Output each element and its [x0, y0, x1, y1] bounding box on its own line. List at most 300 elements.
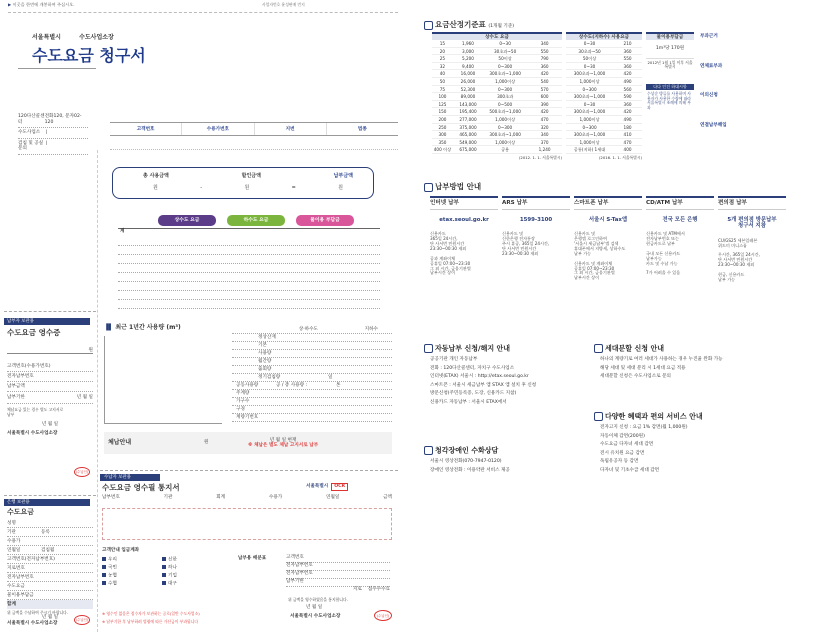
rate-cell: 360 — [623, 48, 632, 54]
arrears-label: 체납안내 — [108, 439, 132, 447]
rate-cell: 360 — [623, 101, 632, 107]
rate-cell: 300초과~1,000 — [489, 71, 521, 77]
rate-cell: 360 — [623, 63, 632, 69]
slip-field: 연월일 — [326, 495, 340, 500]
rate-cell: 500초과~1,000 — [489, 109, 521, 115]
columns-value-row — [110, 140, 398, 150]
pay-method-text: 신용카드 및 ATM에서 전자납부번호 또는 현금카드로 납부 국내 모든 신용카드 납부가능 카드 및 수납 가능 7가 어려울 수 있음 — [646, 231, 685, 276]
pay-method-text: CU/GS25 세븐일레븐 위드미 미니스톱 무시간, 365일 24시간, 단 사서번 민원시간 23:30~00:30 제외 현금, 신용카드 납부 가능 — [718, 237, 760, 282]
receipt-date: 년 월 일 — [76, 395, 93, 401]
receipt-stamp-date: 년 월 일 — [41, 422, 59, 428]
arrears-note: ※ 체납은 별도 체납 고지서로 납부 — [248, 443, 319, 448]
burden-table — [646, 32, 694, 113]
split-section — [594, 344, 784, 383]
rate-cell: 340 — [540, 41, 549, 46]
rate-cell: 300 — [438, 132, 447, 138]
slip-divider — [100, 470, 398, 471]
rate-cell: 공통(지하) 1세대 — [573, 147, 606, 153]
bank-title: 수도요금 — [7, 508, 35, 517]
burden-note: 2012년 1월 1일 이후 서울특별시 — [647, 59, 693, 70]
rate-cell: 0~300 — [498, 63, 513, 69]
slip-warning: ※ 납부기한 후 납부하려 법령에 따른 가산금이 부과됩니다 — [102, 619, 198, 624]
rates-title-wrap — [424, 20, 514, 30]
rate-cell: 26,000 — [460, 78, 476, 84]
bank-name: 국민 — [108, 565, 117, 571]
bank-seal: (수납인) — [74, 615, 90, 625]
rate-cell: 1,000이상 — [579, 116, 600, 122]
burden-rate: 1m³당 170원 — [646, 40, 694, 59]
water-rate-row — [432, 78, 562, 86]
rate-cell: 250 — [438, 124, 447, 130]
gift-icon — [594, 412, 603, 421]
rate-cell: 300초과~1,000 — [573, 94, 606, 100]
pay-method-card[interactable] — [502, 196, 570, 328]
bills-title: 납부용 배분표 — [238, 556, 267, 561]
benefit-section — [594, 412, 784, 476]
ground-rate-row — [566, 131, 642, 139]
col-type: 법종 — [357, 127, 367, 132]
bank-name: 우리 — [108, 557, 117, 563]
org-city: 서울특별시 — [32, 34, 61, 41]
auto-title: 자동납부 신청/해지 안내 — [435, 344, 511, 353]
usage-item: 가구수 — [232, 398, 392, 406]
rate-cell: 0~30 — [583, 41, 596, 46]
rate-cell: 0~30 — [499, 41, 511, 46]
side-head: 부과근거 — [700, 34, 718, 39]
pay-method-card[interactable] — [430, 196, 498, 328]
usage-item: 정상산재 — [232, 334, 392, 342]
usage-title-wrap — [104, 324, 181, 331]
bills-list — [286, 555, 390, 595]
rate-cell: 150 — [438, 109, 447, 115]
bullet-item: 해당 세대 및 세대 분리 시 1세대 요금 적용 — [600, 365, 686, 371]
pay-method-head: 스마트폰 납부 — [574, 198, 642, 210]
slip-field: 수용가 — [268, 495, 283, 500]
usage-head: 상·하수도 — [298, 327, 318, 332]
ground-rate-row — [566, 48, 642, 56]
rate-cell: 400 — [623, 147, 632, 153]
side-head: 연결납부해입 — [700, 122, 727, 128]
water-rate-row — [432, 48, 562, 56]
pay-amount-label: 납부금액 — [333, 173, 353, 179]
fold-line — [8, 12, 398, 13]
rate-cell: 320 — [540, 124, 549, 130]
rate-cell: 89,000 — [460, 94, 476, 100]
water-rate-table — [432, 32, 562, 160]
rate-cell: 0~300 — [498, 124, 513, 130]
pay-method-highlight: 서울시 S-Tax앱 — [588, 216, 628, 223]
pay-title-wrap — [424, 182, 481, 192]
receipt-band: 납부자 보관용 — [4, 318, 90, 325]
usage-chart — [104, 336, 222, 424]
addr-label: 수도사업소 — [18, 130, 41, 135]
bank-office: 서울특별시 수도사업소장 — [7, 620, 58, 626]
rate-cell: 540 — [540, 78, 549, 84]
ocr-badge: OCR — [331, 483, 348, 491]
ground-rate-row — [566, 101, 642, 109]
rate-cell: 20 — [439, 48, 446, 54]
usage-title: 최근 1년간 사용량 (m³) — [115, 324, 181, 331]
benefit-title: 다양한 혜택과 편의 서비스 안내 — [605, 412, 703, 421]
rate-cell: 1,000이상 — [495, 139, 516, 145]
rate-cell: 30초과~50 — [578, 48, 601, 54]
total-use-label: 총 사용금액 — [143, 173, 169, 179]
bank-icon — [162, 565, 166, 569]
side-head: 연체료부과 — [700, 63, 723, 69]
rate-cell: 1,000이상 — [495, 116, 516, 122]
slip-date: 년 월 일 — [306, 605, 323, 610]
rate-cell: 550 — [623, 56, 632, 62]
addr-value: | — [46, 130, 48, 135]
rate-cell: 590 — [623, 94, 632, 100]
rate-cell: 195,400 — [459, 109, 477, 115]
burden-low-title: 다다 인건 하대시항 — [646, 84, 694, 91]
title-rule — [18, 68, 96, 69]
receipt-amount-unit: 원 — [7, 340, 93, 354]
ground-rate-row — [566, 40, 642, 48]
calculator-icon — [424, 21, 433, 30]
rate-cell: 100 — [438, 94, 447, 100]
rate-cell: 470 — [623, 139, 632, 145]
money-icon — [424, 183, 433, 192]
banks-title: 고객안내 입금계좌 — [102, 548, 140, 553]
col-customer-no: 고객번호 — [110, 123, 182, 135]
rate-cell: 420 — [623, 109, 632, 115]
rate-cell: 549,000 — [459, 139, 477, 145]
rate-cell: 50이상 — [498, 56, 512, 62]
ground-rate-row — [566, 55, 642, 63]
tab-sewer-fee[interactable]: 하수도 요금 — [227, 215, 285, 226]
bill-row: 전자납부번호 — [286, 571, 390, 579]
bullet-item: 세대분할 신청은 수도사업소로 문의 — [600, 374, 671, 379]
bill-row: 접수수수료 — [367, 587, 390, 592]
rate-cell: 50이상 — [582, 56, 597, 62]
receipt-note: 체납요금 있는 경우 별도 고지서로 납부 — [7, 407, 64, 417]
receipt-seal: (수납인) — [74, 467, 90, 477]
rate-cell: 360 — [540, 63, 549, 69]
sign-language-icon — [424, 446, 433, 455]
burden-low-text: 수상순 방류를 사용하며 사용자가 사용한 수량에 따라 서울특별시 조례에 의해 부과 — [647, 91, 691, 111]
bullet-item: 수도요금 다자녀 세대 감면 — [600, 442, 654, 447]
bank-row-sub: 검침월 — [41, 547, 55, 553]
rate-cell: 210 — [623, 41, 632, 46]
ground-rate-row — [566, 146, 642, 154]
slip-brand — [306, 483, 348, 491]
notice-right: 사업자번호 윤성판매 번지 — [262, 2, 305, 7]
rate-cell: 0~300 — [582, 124, 597, 130]
usage-item: 월간량 — [232, 358, 392, 366]
rate-cell: 15 — [439, 41, 446, 46]
bullet-item: 공공기관 개인 자동납부 — [430, 357, 478, 362]
notice-text: 이곳을 한번에 개봉하여 주십시오. — [12, 2, 75, 7]
water-rate-row — [432, 93, 562, 101]
bank-note: 위 금액을 수납하여 주시기 바랍니다. — [7, 609, 69, 615]
water-rate-row — [432, 101, 562, 109]
home-icon — [594, 344, 603, 353]
pay-method-card[interactable] — [718, 196, 786, 328]
tab-water-fee[interactable]: 상수도 요금 — [158, 215, 216, 226]
rate-cell: 1,960 — [461, 41, 474, 46]
addr-label: 120다산콜센터 — [18, 114, 45, 125]
water-rate-row — [432, 124, 562, 132]
bank-row: 지로번호 — [7, 564, 93, 573]
water-rate-row — [432, 63, 562, 71]
bill-row: 지로 — [352, 587, 362, 592]
rate-cell: 30초과~50 — [494, 48, 517, 54]
pay-method-highlight: etax.seoul.go.kr — [439, 216, 489, 223]
rate-cell: 550 — [540, 48, 549, 54]
address-block — [18, 112, 88, 155]
water-rate-row — [432, 70, 562, 78]
pay-methods — [430, 196, 786, 328]
seoul-logo: 서울특별시 — [306, 484, 329, 489]
bank-row: 물이용부담금 — [7, 591, 93, 600]
bank-date: 년 월 일 — [41, 615, 59, 621]
ground-rate-row — [566, 63, 642, 71]
bill-row: 납부기한 — [286, 579, 390, 587]
rate-cell: 340 — [540, 132, 549, 138]
pay-method-head: CD/ATM 납부 — [646, 198, 714, 210]
rate-cell: 125 — [438, 101, 447, 107]
pay-method-text: 신용카드 365일 24시간, 단 사서번 민원시간 23:30~00:30 제외 공과 계좌이체 공휴일 07:00~23:30 그 외 시간, 금융기관별 납부시간 상이 — [430, 231, 471, 276]
rate-cell: 143,000 — [459, 101, 477, 107]
slip-field: 금액 — [383, 495, 392, 500]
bank-icon — [102, 573, 106, 577]
rate-cell: 9,400 — [461, 63, 474, 69]
addr-value: | — [46, 140, 48, 146]
receipt-stub — [4, 311, 96, 489]
ground-rate-row — [566, 139, 642, 147]
ground-rate-head: 상수도(지하수) 사용요금 — [566, 32, 642, 40]
page-title: 수도요금 청구서 — [32, 46, 146, 65]
rate-cell: 5,200 — [461, 56, 474, 62]
rate-cell: 0~300 — [498, 86, 513, 92]
rate-cell: 300초과~1,000 — [573, 132, 606, 138]
equals-sign: = — [291, 185, 296, 191]
bank-total: 합계 — [7, 600, 93, 609]
rate-cell: 200 — [438, 116, 447, 122]
burden-head: 물이용부담금 — [646, 32, 694, 40]
rate-cell: 300초과~1,000 — [573, 71, 606, 77]
ground-rate-row — [566, 93, 642, 101]
rate-cell: 420 — [540, 71, 549, 77]
minus-sign: - — [200, 185, 203, 191]
bank-name: 신한 — [168, 557, 177, 563]
col-account-no: 수용가번호 — [182, 123, 254, 135]
water-rate-head: 상수도 요금 — [432, 32, 562, 40]
slip-field: 납부번호 — [102, 495, 120, 500]
rate-cell: 0~30 — [583, 63, 596, 69]
usage-table — [232, 326, 392, 422]
amount-box — [112, 167, 374, 199]
bank-band: 은행 보관용 — [4, 499, 90, 506]
bullet-item: 장애인 영상전화 : 이용약관 서비스 제공 — [430, 467, 510, 473]
bank-row: 전자납부번호 — [7, 573, 93, 582]
slip-note: 위 금액을 영수하였음을 통지합니다. — [288, 597, 348, 602]
rate-cell: 40 — [439, 71, 446, 77]
rate-cell: 25 — [439, 56, 446, 62]
slip-office: 서울특별시 수도사업소장 — [290, 614, 341, 619]
rate-cell: 570 — [540, 86, 549, 92]
rate-cell: 420 — [540, 109, 549, 115]
water-rate-row — [432, 40, 562, 48]
bank-icon — [102, 557, 106, 561]
bank-list — [102, 557, 222, 587]
ground-rate-row — [566, 116, 642, 124]
rate-cell: 375,000 — [459, 124, 477, 130]
bank-row-sub: 등록 — [41, 529, 50, 535]
pay-method-text: 신용카드 및 은행앱 로그인하여 '서울시 세금납부'앱 검색 휴대폰에서 지방세, 상하수도 납부 가능 신용카드 및 계좌이체 공휴일 07:00~23:30 그 외 시간, 금융기관별 납부시간 상이 — [574, 231, 626, 281]
unit-won: 원 — [338, 185, 343, 191]
receipt-row: 납부기한 — [7, 395, 25, 401]
usage-unit: 일 — [328, 375, 333, 380]
ground-rate-table — [566, 32, 642, 160]
slip-seal: (수납인) — [374, 610, 392, 621]
rate-cell: 0~500 — [498, 101, 513, 107]
water-rate-row — [432, 139, 562, 147]
rate-cell: 560 — [623, 86, 632, 92]
usage-unit: 공 / 총 사용량 : — [276, 383, 308, 388]
org-line — [32, 34, 114, 41]
bullet-item: 인터넷(ETAX) 서울시 : http://etax.seoul.go.kr — [430, 374, 529, 379]
rate-cell: 300초과 — [497, 94, 514, 100]
tab-water-burden[interactable]: 물이용 부담금 — [296, 215, 354, 226]
usage-item: 기본 — [232, 342, 392, 350]
rate-cell: 400 이상 — [433, 147, 452, 153]
bar-chart-icon: ▐▌ — [104, 324, 116, 331]
rate-cell: 0~300 — [582, 86, 597, 92]
bullet-item: 전시 유치원 요금 감면 — [600, 450, 645, 456]
ground-rate-row — [566, 108, 642, 116]
rate-cell: 370 — [540, 139, 549, 145]
addr-label: 검침 및 공실문의 — [18, 140, 44, 151]
receipt-row: 고객번호(수용가번호) — [7, 362, 93, 372]
rate-cell: 277,000 — [459, 116, 477, 122]
fee-total-label: 계 — [118, 228, 380, 237]
perforation-v — [97, 150, 98, 632]
pay-method-card[interactable] — [574, 196, 642, 328]
unit-won: 원 — [244, 185, 250, 191]
arrow-icon: ▶ — [8, 2, 13, 7]
bank-row: 수도요금 — [7, 582, 93, 591]
bank-row: 고객번호(전자납부번호) — [7, 555, 93, 564]
rate-cell: 490 — [623, 78, 632, 84]
bullet-item: 다자녀 및 기초수급 세대 감면 — [600, 467, 660, 473]
water-rate-row — [432, 146, 562, 154]
arrears-box — [104, 432, 392, 454]
pay-method-head: 편의점 납부 — [718, 198, 786, 210]
rate-cell: 1,000이상 — [495, 78, 516, 84]
split-title: 세대분할 신청 안내 — [605, 344, 664, 353]
consult-section — [424, 446, 588, 476]
receipt-row: 납부금액 — [7, 382, 93, 392]
bank-name: 기업 — [168, 573, 177, 579]
pay-method-highlight: 1599-3100 — [519, 216, 553, 223]
bullet-item: 서울시 영상전화(070-7947-0120) — [430, 459, 502, 464]
rate-cell: 350 — [438, 139, 447, 145]
notice — [8, 2, 148, 7]
bank-icon — [102, 581, 106, 585]
rate-cell: 790 — [540, 56, 549, 62]
rate-cell: 600 — [540, 94, 549, 100]
rates-title: 요금산정기준표 — [435, 20, 486, 29]
pay-method-card[interactable] — [646, 196, 714, 328]
pay-method-highlight: 전국 모든 은행 — [662, 216, 698, 223]
slip-band: 수납자 보관용 — [100, 474, 160, 481]
bullet-item: 하나의 계량기로 여러 세대가 사용하는 경우 누진율 완화 가능 — [600, 357, 723, 362]
water-rate-row — [432, 86, 562, 94]
bank-row: 수용가 — [7, 537, 93, 546]
receipt-row: 전자납부번호 — [7, 372, 93, 382]
rates-side — [700, 34, 784, 128]
usage-item: 공동사용량 — [236, 383, 259, 388]
rate-cell: 50 — [439, 78, 446, 84]
bank-name: 농협 — [108, 573, 117, 579]
rate-cell: 32 — [439, 63, 446, 69]
bank-row: 기관 — [7, 529, 16, 535]
water-rate-row — [432, 55, 562, 63]
bank-name: 수협 — [108, 581, 117, 587]
bank-icon — [162, 557, 166, 561]
usage-item: 사용량 — [232, 350, 392, 358]
usage-head: 지하수 — [364, 327, 378, 332]
usage-item: 출회량 — [232, 366, 392, 374]
bullet-item: 전자고지 신청 : 요금 1% 감면(월 1,000원) — [600, 425, 688, 430]
rate-cell: 0~30 — [583, 101, 596, 107]
side-head: 이의신청 — [700, 93, 718, 98]
rates-sub: (1개월 기준) — [488, 24, 515, 29]
receipt-title: 수도요금 영수증 — [7, 328, 61, 338]
usage-unit: 톤 — [336, 383, 341, 388]
ground-rate-foot: (2016. 1. 1. 서울특별시) — [598, 154, 642, 160]
pay-method-head: ARS 납부 — [502, 198, 570, 210]
bill-row: 고객번호 — [286, 555, 390, 563]
water-rate-row — [432, 116, 562, 124]
fee-tabs — [158, 215, 354, 226]
col-lot: 지번 — [255, 123, 327, 135]
rate-cell: 410 — [623, 132, 632, 138]
hand-icon — [424, 344, 433, 353]
water-rate-foot: (2012. 1. 1. 서울특별시) — [518, 154, 562, 160]
rate-cell: 52,300 — [460, 86, 476, 92]
addr-value: 전화120, 문자02-120 — [44, 114, 82, 125]
rate-cell: 180 — [623, 124, 632, 130]
usage-item: 정기검침량 — [258, 375, 281, 380]
bullet-item: 독립유공자 등 감면 — [600, 459, 639, 464]
arrears-unit: 원 — [204, 440, 209, 446]
bank-row: 성명 — [7, 519, 93, 528]
water-rate-row — [432, 131, 562, 139]
slip-field: 기관 — [163, 495, 173, 500]
arrears-date: 년 월 일 현재 — [269, 437, 297, 443]
rate-cell: 420 — [623, 71, 632, 77]
rate-cell: 16,000 — [460, 71, 476, 77]
org-office: 수도사업소장 — [79, 34, 114, 41]
auto-section — [424, 344, 588, 408]
bullet-item: 방문신청(주민등록증, 도장, 신용카드 지참) — [430, 391, 517, 396]
bullet-item: 신용카드 자동납부 : 서울시 ETAX에서 — [430, 399, 507, 405]
pay-method-head: 인터넷 납부 — [430, 198, 498, 210]
receipt-office: 서울특별시 수도사업소장 — [7, 430, 58, 436]
slip-field: 회계 — [216, 495, 226, 500]
bank-name: 대구 — [168, 581, 177, 587]
rate-cell: 1,000이상 — [579, 78, 600, 84]
rate-cell: 75 — [439, 86, 446, 92]
slip-title: 수도요금 영수필 통지서 — [102, 483, 180, 492]
pay-title: 납부방법 안내 — [435, 182, 482, 191]
bank-row: 연월일 — [7, 547, 21, 553]
rate-cell: 300초과~1,000 — [573, 109, 606, 115]
